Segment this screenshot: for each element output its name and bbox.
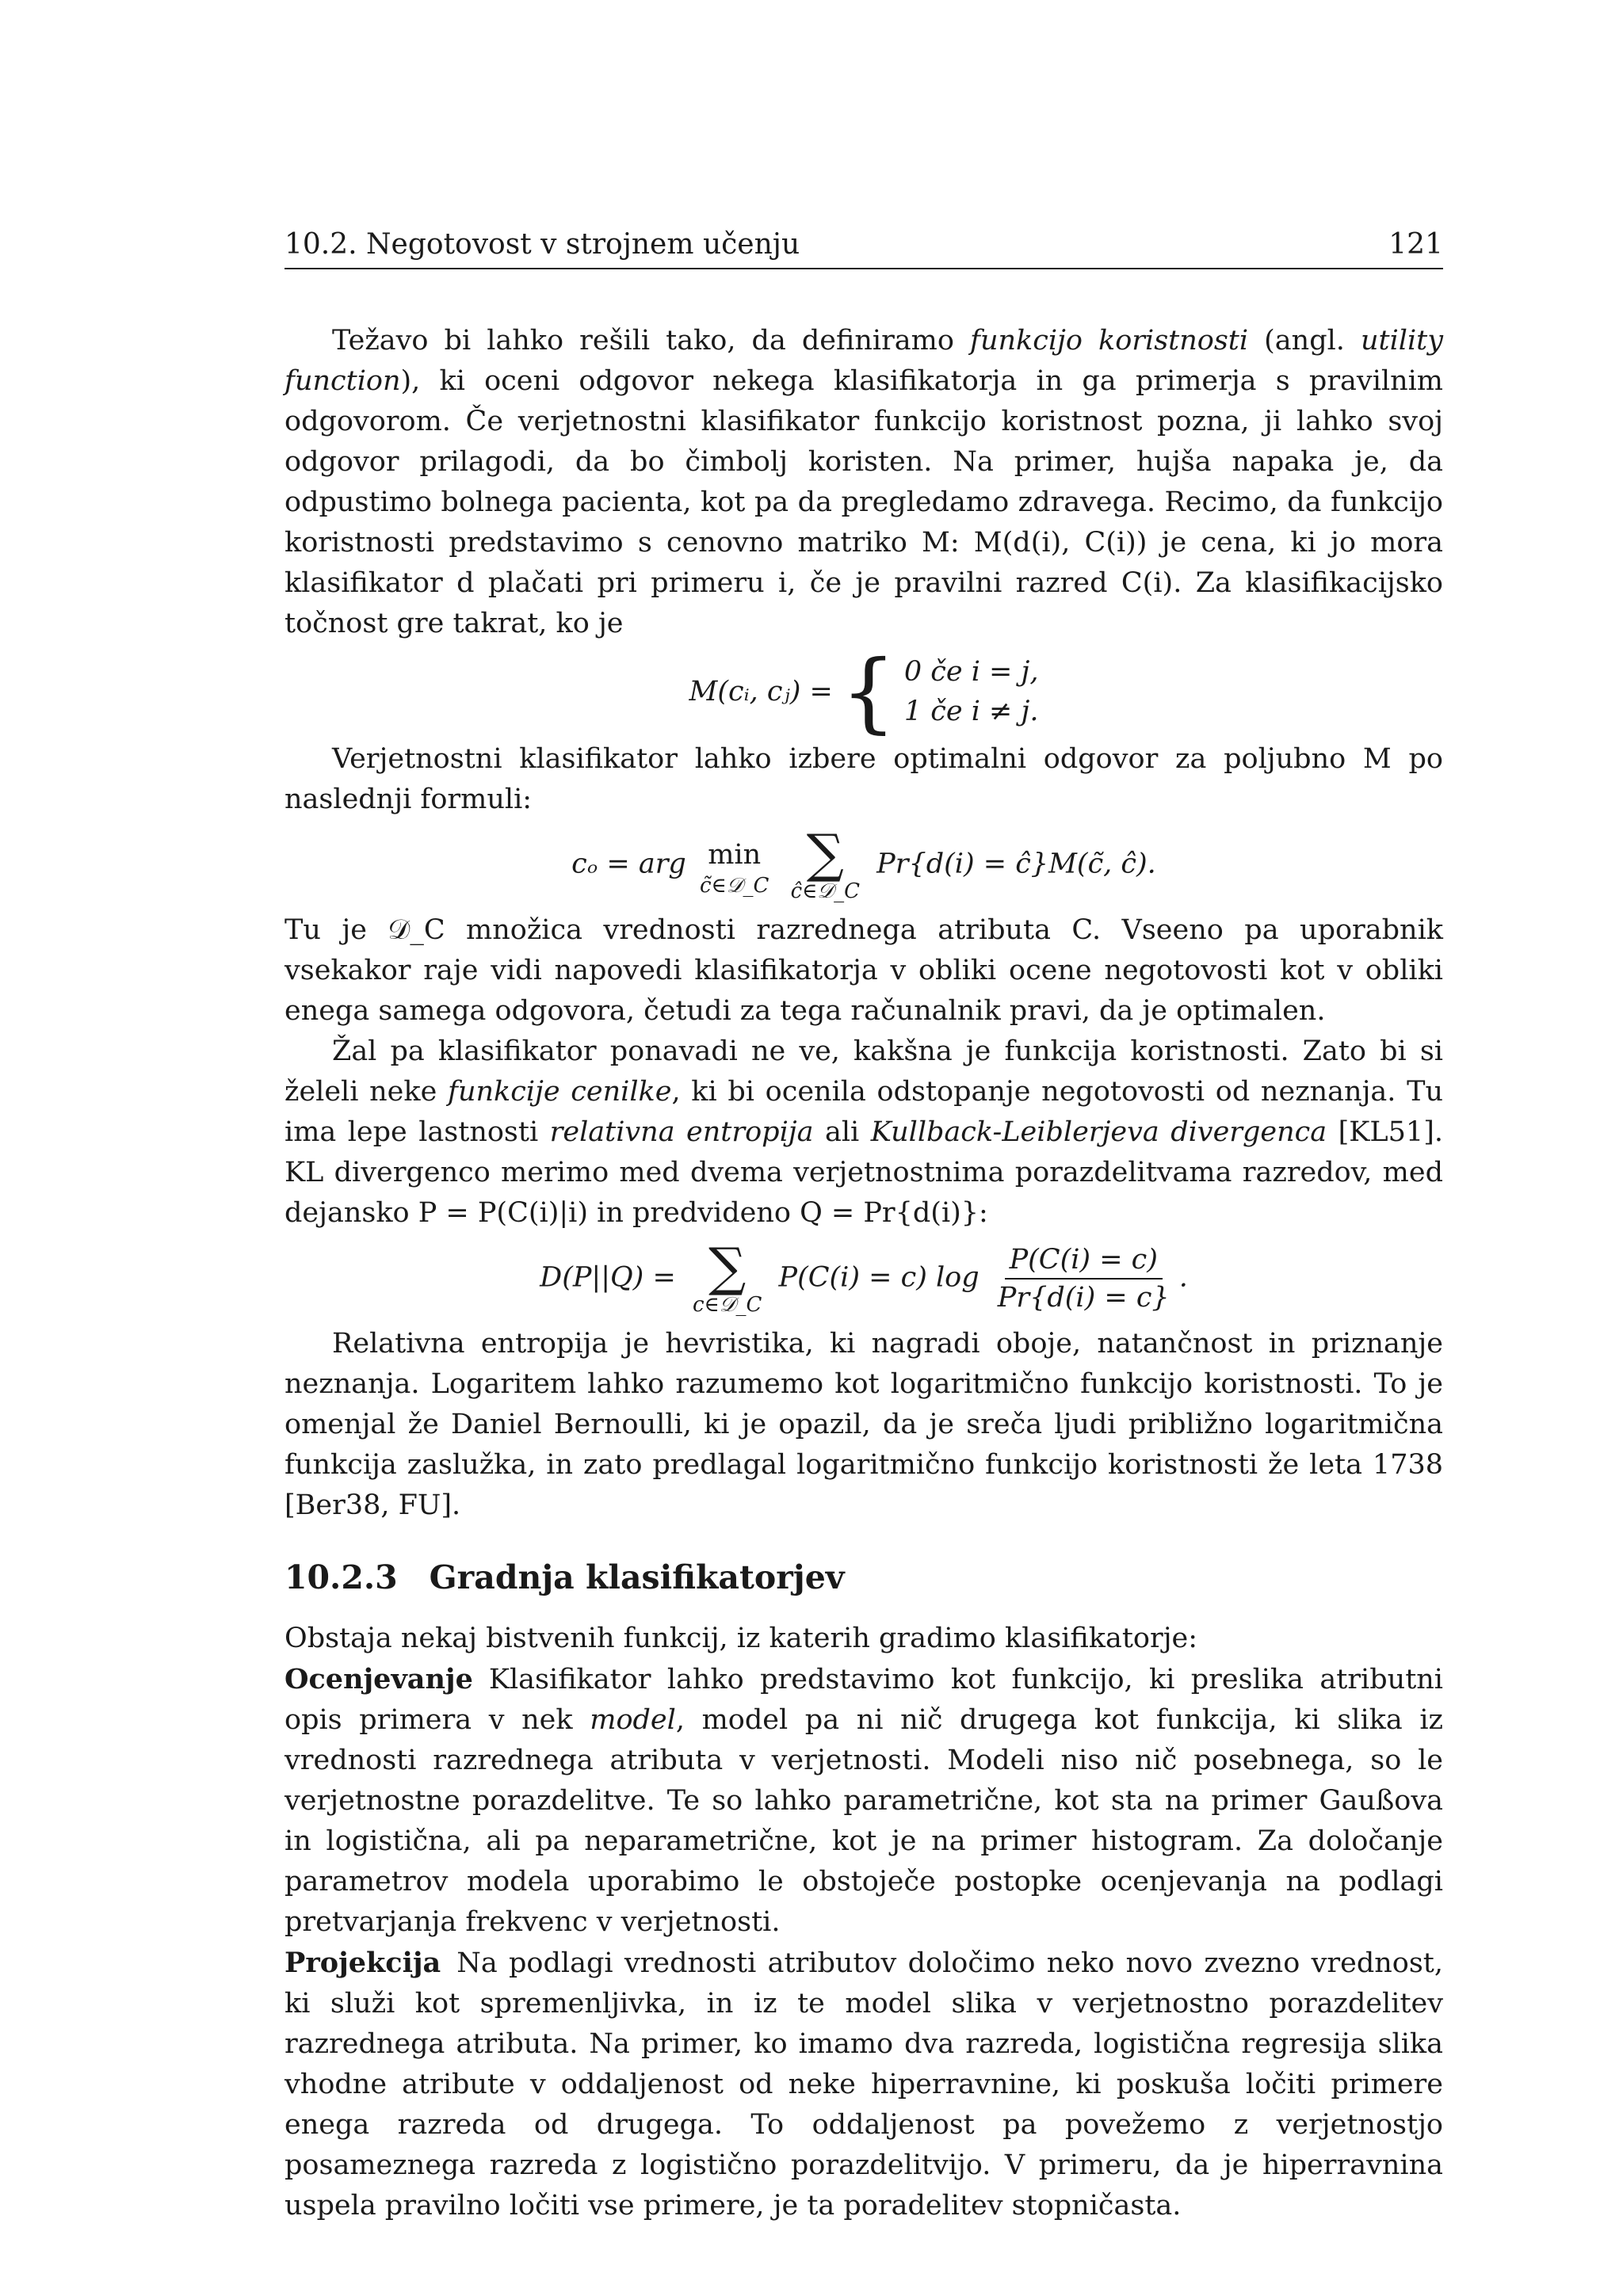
text-run: Na podlagi vrednosti atributov določimo neko novo zvezno vrednost, ki služi kot spremenljivka, in iz te model slika v verjetnostno porazdelitev razrednega atributa. Na primer, ko imamo dva razreda, logistična regresija slika vhodne atribute v oddaljenost od neke hiperravnine, ki poskuša ločiti primere enega razreda od drugega. To oddaljenost pa povežemo z verjetnostjo posameznega razreda z logistično porazdelitvijo. V primeru, da je hiperravnina uspela pravilno ločiti vse primere, je ta poradelitev stopničasta. xyxy=(285,1947,1443,2222)
sigma-icon: ∑ xyxy=(708,1237,747,1298)
page-body xyxy=(285,321,1443,2226)
left-brace-icon: { xyxy=(840,641,896,742)
fraction xyxy=(993,1241,1174,1316)
section-title: Gradnja klasifikatorjev xyxy=(429,1558,845,1596)
paragraph-optimal-answer: Verjetnostni klasifikator lahko izbere optimalni odgovor za poljubno M po naslednji formuli: xyxy=(285,743,1443,815)
sigma-icon: ∑ xyxy=(806,823,844,884)
case-not-equal: 1 če i ≠ j. xyxy=(903,696,1039,727)
min-subscript: c̃∈𝒟_C xyxy=(699,873,769,898)
term-relative-entropy: relativna entropija xyxy=(549,1116,814,1148)
equation-kl xyxy=(285,1237,1443,1317)
fraction-denominator: Pr{d(i) = c} xyxy=(997,1282,1170,1314)
text-run: ), ki oceni odgovor nekega klasifikatorja in ga primerja s pravilnim odgovorom. Če verjetnostni klasifikator funkcijo koristnost pozna, ji lahko svoj odgovor prilagodi, da bo čimbolj koristen. Na primer, hujša napaka je, da odpustimo bolnega pacienta, kot pa da pregledamo zdravega. Recimo, da funkcijo koristnosti predstavimo s cenovno matriko M: M(d(i), C(i)) je cena, ki jo mora klasifikator d plačati pri primeru i, če je pravilni razred C(i). Za klasifikacijsko točnost gre takrat, ko je xyxy=(285,365,1443,639)
text-run: , ki bi ocenila odstopanje negotovosti od neznanja. Tu ima lepe lastnosti xyxy=(285,1076,1443,1148)
text-run: [KL51]. KL divergenco merimo med dvema verjetnostnima porazdelitvama razredov, med dejansko P = P(C(i)|i) in predvideno Q = Pr{d(i)}: xyxy=(285,1116,1443,1229)
equation-cost-matrix xyxy=(285,641,1443,742)
section-number: 10.2.3 xyxy=(285,1558,398,1596)
running-header xyxy=(285,223,1443,269)
sum-operator xyxy=(790,823,861,903)
text-run: Klasifikator lahko predstavimo kot funkcijo, ki preslika atributni opis primera v nek xyxy=(285,1664,1443,1736)
section-heading xyxy=(285,1558,1443,1598)
paragraph-dc-definition: Tu je 𝒟_C množica vrednosti razrednega atributa C. Vseeno pa uporabnik vsekakor raje vidi napovedi klasifikatorja v obliki ocene negotovosti kot v obliki enega samega odgovora, četudi za tega računalnik pravi, da je optimalen. xyxy=(285,914,1443,1027)
paragraph-relative-entropy: Relativna entropija je hevristika, ki nagradi oboje, natančnost in priznanje neznanja. Logaritem lahko razumemo kot logaritmično funkcijo koristnosti. To je omenjal že Daniel Bernoulli, ki je opazil, da je sreča ljudi približno logaritmična funkcija zaslužka, in zato predlagal logaritmično funkcijo koristnosti že leta 1738 [Ber38, FU]. xyxy=(285,1328,1443,1521)
header-page-number: 121 xyxy=(1388,228,1443,261)
paragraph-utility xyxy=(285,321,1443,644)
text-run: Težavo bi lahko rešili tako, da definiramo xyxy=(332,325,970,357)
cases-expression xyxy=(689,641,1039,742)
equation-rhs: Pr{d(i) = ĉ}M(c̃, ĉ). xyxy=(876,848,1156,880)
text-run: Žal pa klasifikator ponavadi ne ve, kakšna je funkcija koristnosti. Zato bi si želeli neke xyxy=(285,1035,1443,1108)
equation-end: . xyxy=(1178,1261,1188,1294)
sum-subscript: c∈𝒟_C xyxy=(692,1293,762,1317)
term-utility-function-en: utility function xyxy=(285,325,1443,397)
paragraph-heading-ocenjevanje: Ocenjevanje xyxy=(285,1663,473,1695)
header-section-title: 10.2. Negotovost v strojnem učenju xyxy=(285,228,800,261)
text-run: (angl. xyxy=(1248,325,1361,357)
term-estimator-functions: funkcije cenilke xyxy=(448,1076,672,1108)
paragraph-kl-divergence xyxy=(285,1032,1443,1234)
paragraph-ocenjevanje xyxy=(285,1659,1443,1943)
paragraph-projekcija xyxy=(285,1943,1443,2226)
min-label: min xyxy=(708,838,762,871)
paragraph-functions-intro: Obstaja nekaj bistvenih funkcij, iz katerih gradimo klasifikatorje: xyxy=(285,1623,1198,1654)
paragraph-heading-projekcija: Projekcija xyxy=(285,1947,441,1979)
equation-lhs: M(cᵢ, cⱼ) = xyxy=(689,675,833,707)
term-model: model xyxy=(590,1704,676,1736)
text-run: ali xyxy=(813,1116,871,1148)
sum-operator xyxy=(692,1237,762,1317)
min-operator xyxy=(700,835,769,896)
term-utility-function-sl: funkcijo koristnosti xyxy=(969,325,1249,357)
fraction-numerator: P(C(i) = c) xyxy=(1005,1241,1163,1280)
equation-middle: P(C(i) = c) log xyxy=(778,1261,980,1294)
sum-subscript: ĉ∈𝒟_C xyxy=(790,879,861,903)
equation-lhs: D(P||Q) = xyxy=(540,1261,676,1294)
equation-lhs: cₒ = arg xyxy=(571,848,686,880)
equation-optimal-class xyxy=(285,823,1443,903)
text-run: , model pa ni nič drugega kot funkcija, ki slika iz vrednosti razrednega atributa v verjetnosti. Modeli niso nič posebnega, so le verjetnostne porazdelitve. Te so lahko parametrične, kot sta na primer Gaußova in logistična, ali pa neparametrične, kot je na primer histogram. Za določanje parametrov modela uporabimo le obstoječe postopke ocenjevanja na podlagi pretvarjanja frekvenc v verjetnosti. xyxy=(285,1704,1443,1938)
case-rows xyxy=(904,652,1039,731)
term-kl-divergence: Kullback-Leiblerjeva divergenca xyxy=(870,1116,1327,1148)
case-equal: 0 če i = j, xyxy=(903,656,1039,688)
